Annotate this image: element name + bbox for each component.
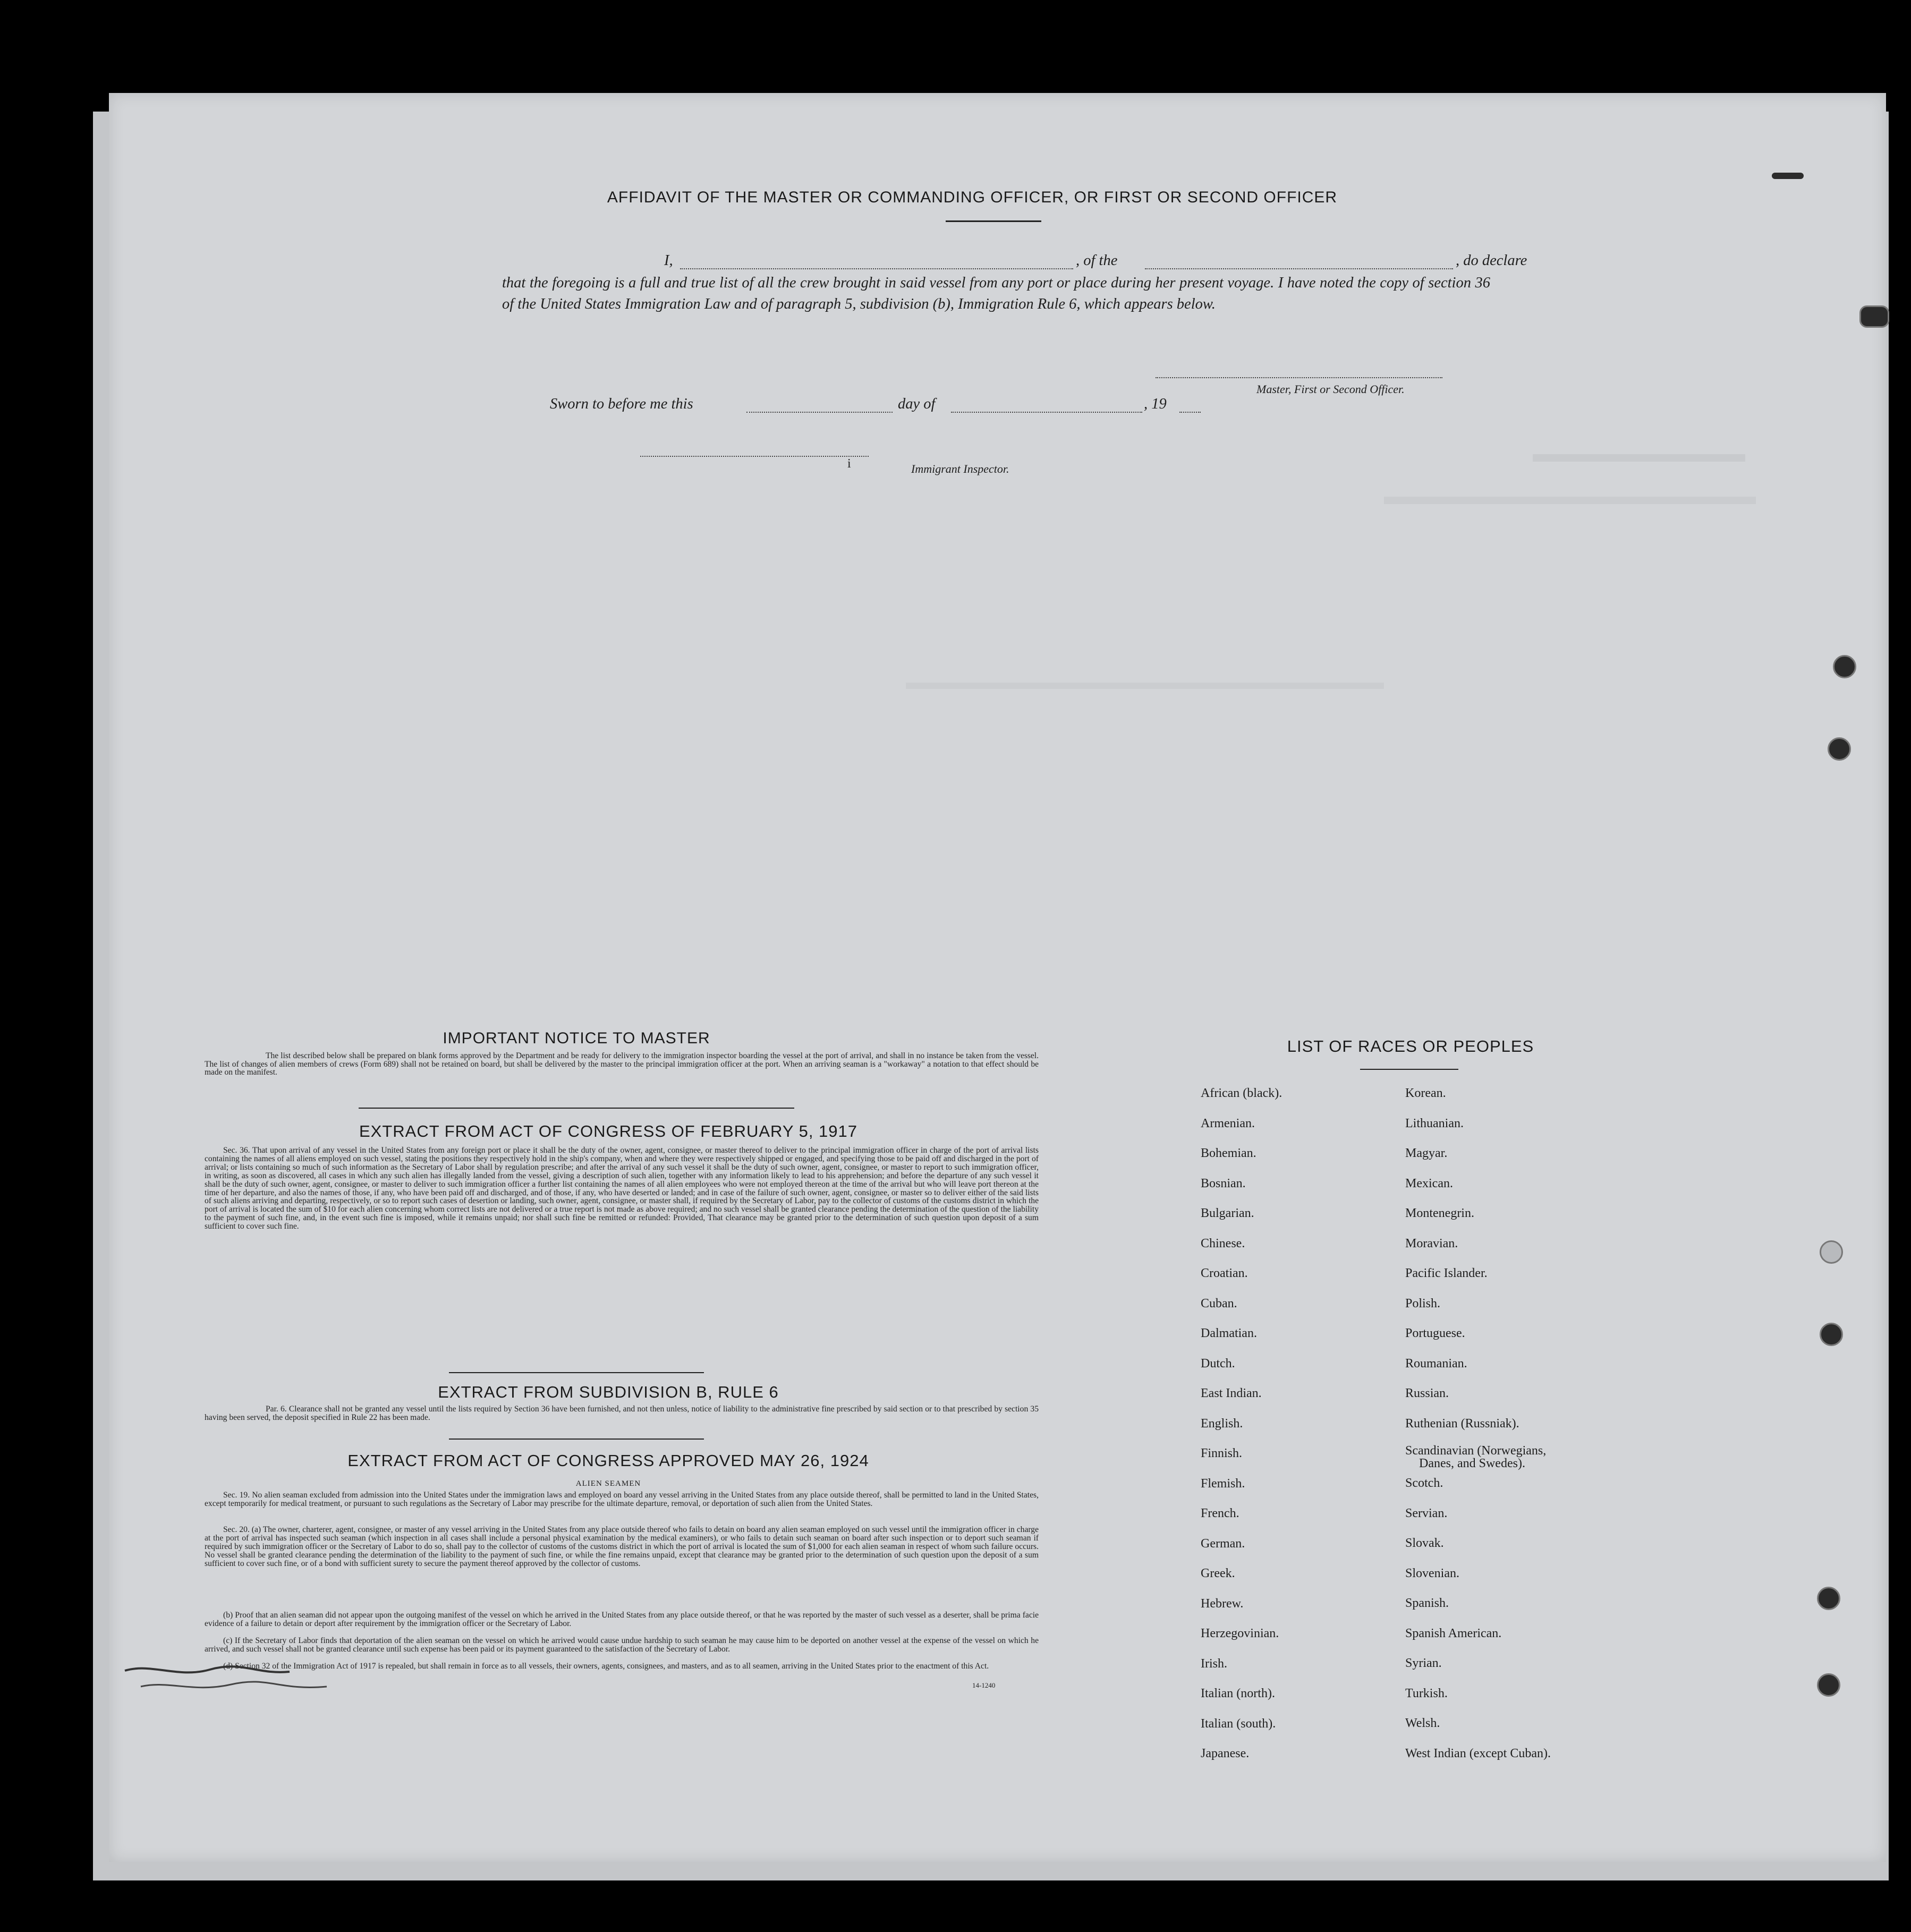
- extract-1924-sec20d: (d) Section 32 of the Immigration Act of 1917 is repealed, but shall remain in force as to all vessels, their owners, agents, consignees, and masters, and as to all seamen, arriving in the United States prior to the enactment of this Act.: [223, 1662, 989, 1671]
- race-item: Ruthenian (Russniak).: [1405, 1416, 1519, 1431]
- stain-mark: [1772, 173, 1804, 179]
- race-item: Bulgarian.: [1201, 1206, 1254, 1220]
- race-item: Bohemian.: [1201, 1146, 1256, 1160]
- punch-hole: [1833, 655, 1856, 678]
- race-item: Portuguese.: [1405, 1326, 1465, 1340]
- inspector-mark: i: [847, 457, 851, 471]
- race-item: Dalmatian.: [1201, 1326, 1257, 1340]
- extract-1924-sec20c: (c) If the Secretary of Labor finds that deportation of the alien seaman on the vessel on which he arrived would cause undue hardship to such seaman he may cause him to be deported on another vessel at the expense of the vessel on which he arrived, and such vessel shall not be granted clearance until such expense has been paid or its payment guaranteed to the satisfaction of the Secretary of Labor.: [205, 1636, 1039, 1654]
- divider-1: [359, 1108, 794, 1109]
- race-item: Roumanian.: [1405, 1356, 1467, 1371]
- affidavit-do-declare: , do declare: [1456, 252, 1527, 269]
- signature-label: Master, First or Second Officer.: [1256, 382, 1405, 396]
- race-item: Polish.: [1405, 1296, 1441, 1310]
- punch-hole: [1817, 1587, 1840, 1610]
- extract-rule6-title: EXTRACT FROM SUBDIVISION B, RULE 6: [438, 1383, 779, 1401]
- race-item: Mexican.: [1405, 1176, 1453, 1190]
- race-item: Spanish.: [1405, 1596, 1449, 1610]
- race-item: Greek.: [1201, 1567, 1235, 1580]
- punch-hole: [1820, 1240, 1843, 1264]
- race-item: Hebrew.: [1201, 1596, 1244, 1611]
- extract-1924-subtitle: ALIEN SEAMEN: [575, 1479, 641, 1488]
- punch-hole: [1817, 1673, 1840, 1697]
- race-item: Russian.: [1405, 1386, 1449, 1400]
- affidavit-of-the: , of the: [1076, 252, 1118, 269]
- extract-rule6-body: Par. 6. Clearance shall not be granted any vessel until the lists required by Section 36 have been furnished, and not then unless, notice of liability to the administrative fine prescribed by said section or to that prescribed by section 35 having been served, the deposit specified in Rule 22 has been made.: [205, 1405, 1039, 1422]
- race-item: Dutch.: [1201, 1356, 1235, 1371]
- sworn-month-field[interactable]: [951, 412, 1142, 413]
- race-item: Armenian.: [1201, 1116, 1255, 1130]
- races-left-column: [1201, 1078, 1282, 1769]
- race-item: Servian.: [1405, 1506, 1448, 1520]
- race-item: East Indian.: [1201, 1386, 1262, 1400]
- race-item: Turkish.: [1405, 1686, 1448, 1700]
- extract-1924-sec20a: Sec. 20. (a) The owner, charterer, agent, consignee, or master of any vessel arriving in the United States from any place outside thereof who fails to detain on board any alien seaman employed on such vessel until the immigration officer in charge at the port of arrival has inspected such seaman (which inspection in all cases shall include a personal physical examination by the medical examiners), or who fails to detain such seaman on board after such inspection or to deport such seaman if required by such immigration officer or the Secretary of Labor to do so, shall pay to the collector of customs of the customs district in which the port of arrival is located the sum of $1,000 for each alien seaman in respect of whom such failure occurs. No vessel shall be granted clearance pending the determination of the liability to the payment of such fine, or while the fine remains unpaid, except that clearance may be granted prior to the determination of such question upon the deposit of a sum sufficient to cover such fine, or of a bond with sufficient surety to secure the payment thereof approved by the collector of customs.: [205, 1525, 1039, 1568]
- signature-line[interactable]: [1156, 377, 1442, 378]
- race-item: Montenegrin.: [1405, 1206, 1474, 1220]
- master-name-field[interactable]: [680, 268, 1073, 269]
- form-number: 14-1240: [972, 1681, 996, 1689]
- race-item: Spanish American.: [1405, 1626, 1502, 1640]
- extract-1917-title: EXTRACT FROM ACT OF CONGRESS OF FEBRUARY 5, 1917: [359, 1122, 858, 1141]
- affidavit-title-rule: [946, 220, 1041, 222]
- race-item: Irish.: [1201, 1656, 1227, 1671]
- race-item: Korean.: [1405, 1086, 1446, 1100]
- divider-2: [449, 1372, 704, 1373]
- race-item: Japanese.: [1201, 1747, 1250, 1760]
- race-item: Herzegovinian.: [1201, 1627, 1279, 1640]
- race-item: Scandinavian (Norwegians, Danes, and Swedes).: [1405, 1439, 1551, 1469]
- races-title-rule: [1360, 1069, 1458, 1070]
- punch-hole: [1820, 1323, 1843, 1346]
- sworn-label: Sworn to before me this: [550, 396, 693, 412]
- sworn-year: , 19: [1144, 396, 1167, 412]
- affidavit-body: that the foregoing is a full and true list of all the crew brought in said vessel from any port or place during her present voyage. I have noted the copy of section 36 of the United States Immigration Law and of paragraph 5, subdivision (b), Immigration Rule 6, which appears below.: [502, 275, 1490, 312]
- race-item: Welsh.: [1405, 1716, 1440, 1730]
- race-item: Moravian.: [1405, 1236, 1458, 1250]
- race-item-continuation: Danes, and Swedes).: [1419, 1457, 1525, 1470]
- race-item: Flemish.: [1201, 1476, 1245, 1491]
- race-item: Slovenian.: [1405, 1566, 1459, 1580]
- manifest-page: [109, 93, 1886, 1862]
- race-item: German.: [1201, 1536, 1245, 1551]
- race-item: Finnish.: [1201, 1446, 1243, 1460]
- sworn-day-of: day of: [898, 396, 936, 412]
- race-item: African (black).: [1201, 1086, 1283, 1100]
- race-item: Pacific Islander.: [1405, 1266, 1488, 1280]
- punch-hole: [1859, 305, 1889, 328]
- race-item: West Indian (except Cuban).: [1405, 1746, 1551, 1760]
- races-right-column: [1405, 1078, 1551, 1768]
- race-item: Syrian.: [1405, 1656, 1442, 1670]
- races-title: LIST OF RACES OR PEOPLES: [1287, 1037, 1534, 1056]
- inspector-label: Immigrant Inspector.: [911, 462, 1009, 475]
- extract-1924-sec20b: (b) Proof that an alien seaman did not appear upon the outgoing manifest of the vessel on which he arrived in the United States from any place outside thereof, or that he was reported by the master of such vessel as a deserter, shall be prima facie evidence of a failure to detain or deport after requirement by the immigration officer or the Secretary of Labor.: [205, 1611, 1039, 1628]
- race-item: English.: [1201, 1416, 1243, 1431]
- divider-3: [449, 1439, 704, 1440]
- race-item: Lithuanian.: [1405, 1116, 1464, 1130]
- extract-1924-title: EXTRACT FROM ACT OF CONGRESS APPROVED MAY 26, 1924: [347, 1451, 869, 1470]
- race-item: Slovak.: [1405, 1536, 1444, 1550]
- notice-body: The list described below shall be prepared on blank forms approved by the Department and be ready for delivery to the immigration inspector boarding the vessel at the port of arrival, and shall in no instance be taken from the vessel. The list of changes of alien members of crews (Form 689) shall not be retained on board, but shall be delivered by the master to the principal immigration officer at the port. When an arriving seaman is a "workaway" a notation to that effect should be made on the manifest.: [205, 1051, 1039, 1077]
- race-item: Magyar.: [1405, 1146, 1448, 1160]
- vessel-name-field[interactable]: [1145, 268, 1453, 269]
- sworn-year-field[interactable]: [1179, 412, 1201, 413]
- sworn-day-field[interactable]: [746, 412, 893, 413]
- race-item: Scotch.: [1405, 1476, 1443, 1490]
- race-item: Croatian.: [1201, 1266, 1248, 1280]
- race-item: Bosnian.: [1201, 1176, 1246, 1190]
- affidavit-title: AFFIDAVIT OF THE MASTER OR COMMANDING OFFICER, OR FIRST OR SECOND OFFICER: [607, 189, 1338, 206]
- punch-hole: [1828, 737, 1851, 761]
- extract-1917-body: Sec. 36. That upon arrival of any vessel in the United States from any foreign port or place it shall be the duty of the owner, agent, consignee, or master thereof to deliver to the principal immigration officer in charge of the port of arrival lists containing the names of all aliens employed on such vessel, stating the positions they respectively hold in the ship's company, when and where they were respectively shipped or engaged, and specifying those to be paid off and discharged in the port of arrival; or lists containing so much of such information as the Secretary of Labor shall by regulation prescribe; and after the arrival of any such vessel it shall be the duty of such owner, agent, consignee, or master to report to such immigration officer, in writing, as soon as discovered, all cases in which any such alien has illegally landed from the vessel, giving a description of such alien, together with any information likely to lead to his apprehension; and before the departure of any such vessel it shall be the duty of such owner, agent, consignee, or master to deliver to such immigration officer a further list containing the names of all alien employees who were not employed thereon at the time of the arrival but who will leave port thereon at the time of her departure, and also the names of those, if any, who have been paid off and discharged, and of those, if any, who have deserted or landed; and in case of the failure of such owner, agent, consignee, or master so to deliver either of the said lists of such aliens arriving and departing, respectively, or so to report such cases of desertion or landing, such owner, agent, consignee, or master shall, if required by the Secretary of Labor, pay to the collector of customs of the customs district in which the port of arrival is located the sum of $10 for each alien concerning whom correct lists are not delivered or a true report is not made as above required; and no such vessel shall be granted clearance pending the determination of the question of the liability to the payment of such fine, and, in the event such fine is imposed, while it remains unpaid; nor shall such fine be remitted or refunded: Provided, That clearance may be granted prior to the determination of such question upon deposit of a sum sufficient to cover such fine.: [205, 1146, 1039, 1231]
- race-item: Italian (south).: [1201, 1716, 1276, 1731]
- notice-title: IMPORTANT NOTICE TO MASTER: [443, 1029, 710, 1047]
- race-item: Chinese.: [1201, 1236, 1245, 1250]
- extract-1924-sec19: Sec. 19. No alien seaman excluded from admission into the United States under the immigration laws and employed on board any vessel arriving in the United States from any place outside thereof, shall be permitted to land in the United States, except temporarily for medical treatment, or pursuant to such regulations as the Secretary of Labor may prescribe for the ultimate departure, removal, or deportation of such alien from the United States.: [205, 1491, 1039, 1508]
- race-item: French.: [1201, 1507, 1239, 1520]
- inspector-line[interactable]: [640, 456, 869, 457]
- race-item: Cuban.: [1201, 1296, 1237, 1310]
- affidavit-i: I,: [664, 252, 673, 269]
- handwritten-scribble: [120, 1660, 343, 1703]
- race-item: Italian (north).: [1201, 1687, 1275, 1700]
